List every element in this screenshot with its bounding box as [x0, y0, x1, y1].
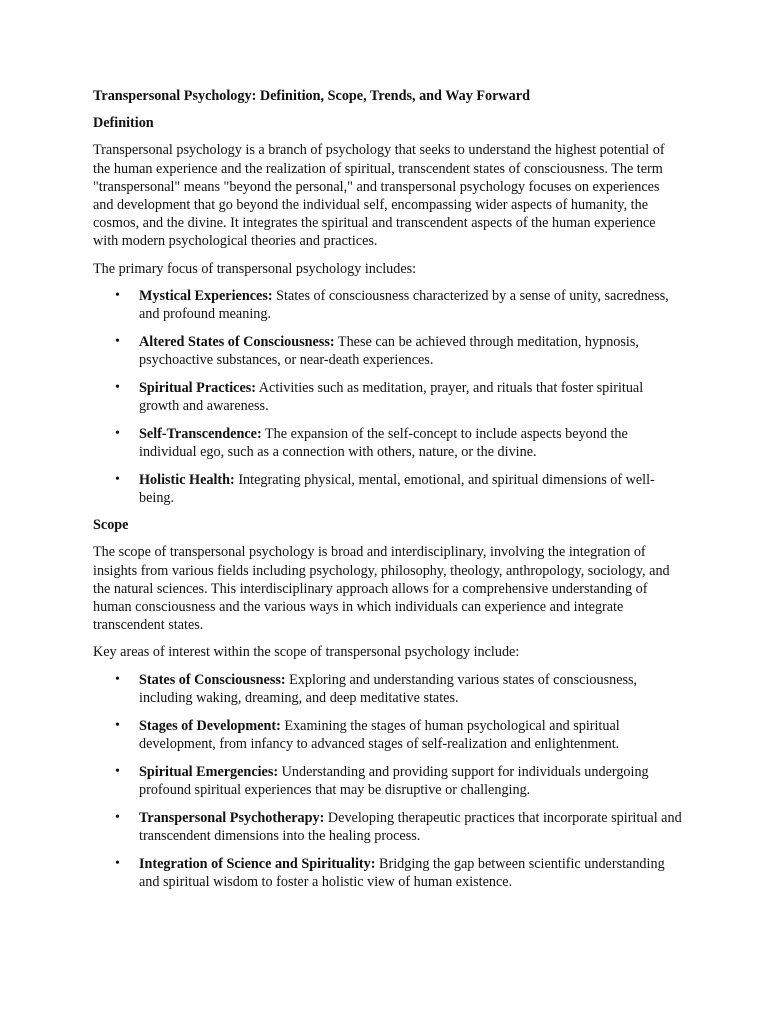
document-title: Transpersonal Psychology: Definition, Scope, Trends, and Way Forward: [93, 88, 530, 104]
list-item-term: Mystical Experiences:: [139, 287, 273, 304]
list-item: [93, 855, 683, 891]
list-item-text: Developing therapeutic practices that incorporate spiritual and transcendent dimensions into the healing process.: [139, 809, 682, 844]
list-item: [93, 471, 683, 507]
list-item-text: Bridging the gap between scientific understanding and spiritual wisdom to foster a holistic view of human existence.: [139, 855, 665, 890]
bullet-icon: •: [115, 333, 120, 349]
list-item-term: States of Consciousness:: [139, 671, 286, 688]
definition-heading: Definition: [93, 115, 154, 132]
list-item-text: Activities such as meditation, prayer, and rituals that foster spiritual growth and awareness.: [139, 379, 644, 415]
document-page: [93, 87, 683, 900]
definition-paragraph: Transpersonal psychology is a branch of psychology that seeks to understand the highest potential of the human experience and the realization of spiritual, transcendent states of consciousness. The term "transpersonal" means "beyond the personal," and transpersonal psychology focuses on experiences and development that go beyond the individual self, encompassing wider aspects of humanity, the cosmos, and the divine. It integrates the spiritual and transcendent aspects of the human experience with modern psychological theories and practices.: [93, 142, 665, 250]
list-item-text: Integrating physical, mental, emotional, and spiritual dimensions of well-being.: [139, 471, 655, 507]
list-item-term: Holistic Health:: [139, 471, 235, 488]
definition-focus-list: [93, 287, 683, 507]
list-item: [93, 809, 683, 845]
list-item-term: Transpersonal Psychotherapy:: [139, 809, 325, 826]
bullet-icon: •: [115, 763, 120, 779]
list-item-term: Spiritual Practices:: [139, 379, 257, 396]
list-item-term: Stages of Development:: [139, 717, 281, 734]
bullet-icon: •: [115, 425, 120, 441]
list-item-term: Spiritual Emergencies:: [139, 763, 279, 780]
bullet-icon: •: [115, 471, 120, 487]
list-item: [93, 287, 683, 323]
list-item-term: Integration of Science and Spirituality:: [139, 855, 376, 872]
bullet-icon: •: [115, 379, 120, 395]
list-item: [93, 671, 683, 707]
list-item-text: Exploring and understanding various states of consciousness, including waking, dreaming, and deep meditative states.: [139, 671, 638, 706]
bullet-icon: •: [115, 671, 120, 687]
list-item: [93, 379, 683, 415]
list-item-text: States of consciousness characterized by a sense of unity, sacredness, and profound meaning.: [139, 287, 669, 323]
list-item-term: Self-Transcendence:: [139, 425, 262, 442]
list-item: [93, 425, 683, 461]
scope-areas-list: [93, 671, 683, 891]
list-item: [93, 333, 683, 369]
list-item-text: Understanding and providing support for individuals undergoing profound spiritual experiences that may be disruptive or challenging.: [139, 763, 649, 798]
list-item-text: Examining the stages of human psychological and spiritual development, from infancy to advanced stages of self-realization and enlightenment.: [139, 717, 620, 752]
scope-heading: Scope: [93, 517, 129, 534]
list-item-text: The expansion of the self-concept to include aspects beyond the individual ego, such as a connection with others, nature, or the divine.: [139, 425, 628, 461]
list-item: [93, 717, 683, 753]
scope-list-intro: Key areas of interest within the scope of transpersonal psychology include:: [93, 644, 520, 661]
bullet-icon: •: [115, 287, 120, 303]
scope-paragraph: The scope of transpersonal psychology is broad and interdisciplinary, involving the integration of insights from various fields including psychology, philosophy, theology, anthropology, sociology, and the natural sciences. This interdisciplinary approach allows for a comprehensive understanding of human consciousness and the various ways in which individuals can experience and integrate transcendent states.: [93, 544, 670, 634]
definition-list-intro: The primary focus of transpersonal psychology includes:: [93, 260, 417, 277]
bullet-icon: •: [115, 717, 120, 733]
list-item-text: These can be achieved through meditation, hypnosis, psychoactive substances, or near-death experiences.: [139, 333, 639, 369]
bullet-icon: •: [115, 809, 120, 825]
list-item: [93, 763, 683, 799]
bullet-icon: •: [115, 855, 120, 871]
list-item-term: Altered States of Consciousness:: [139, 333, 335, 350]
